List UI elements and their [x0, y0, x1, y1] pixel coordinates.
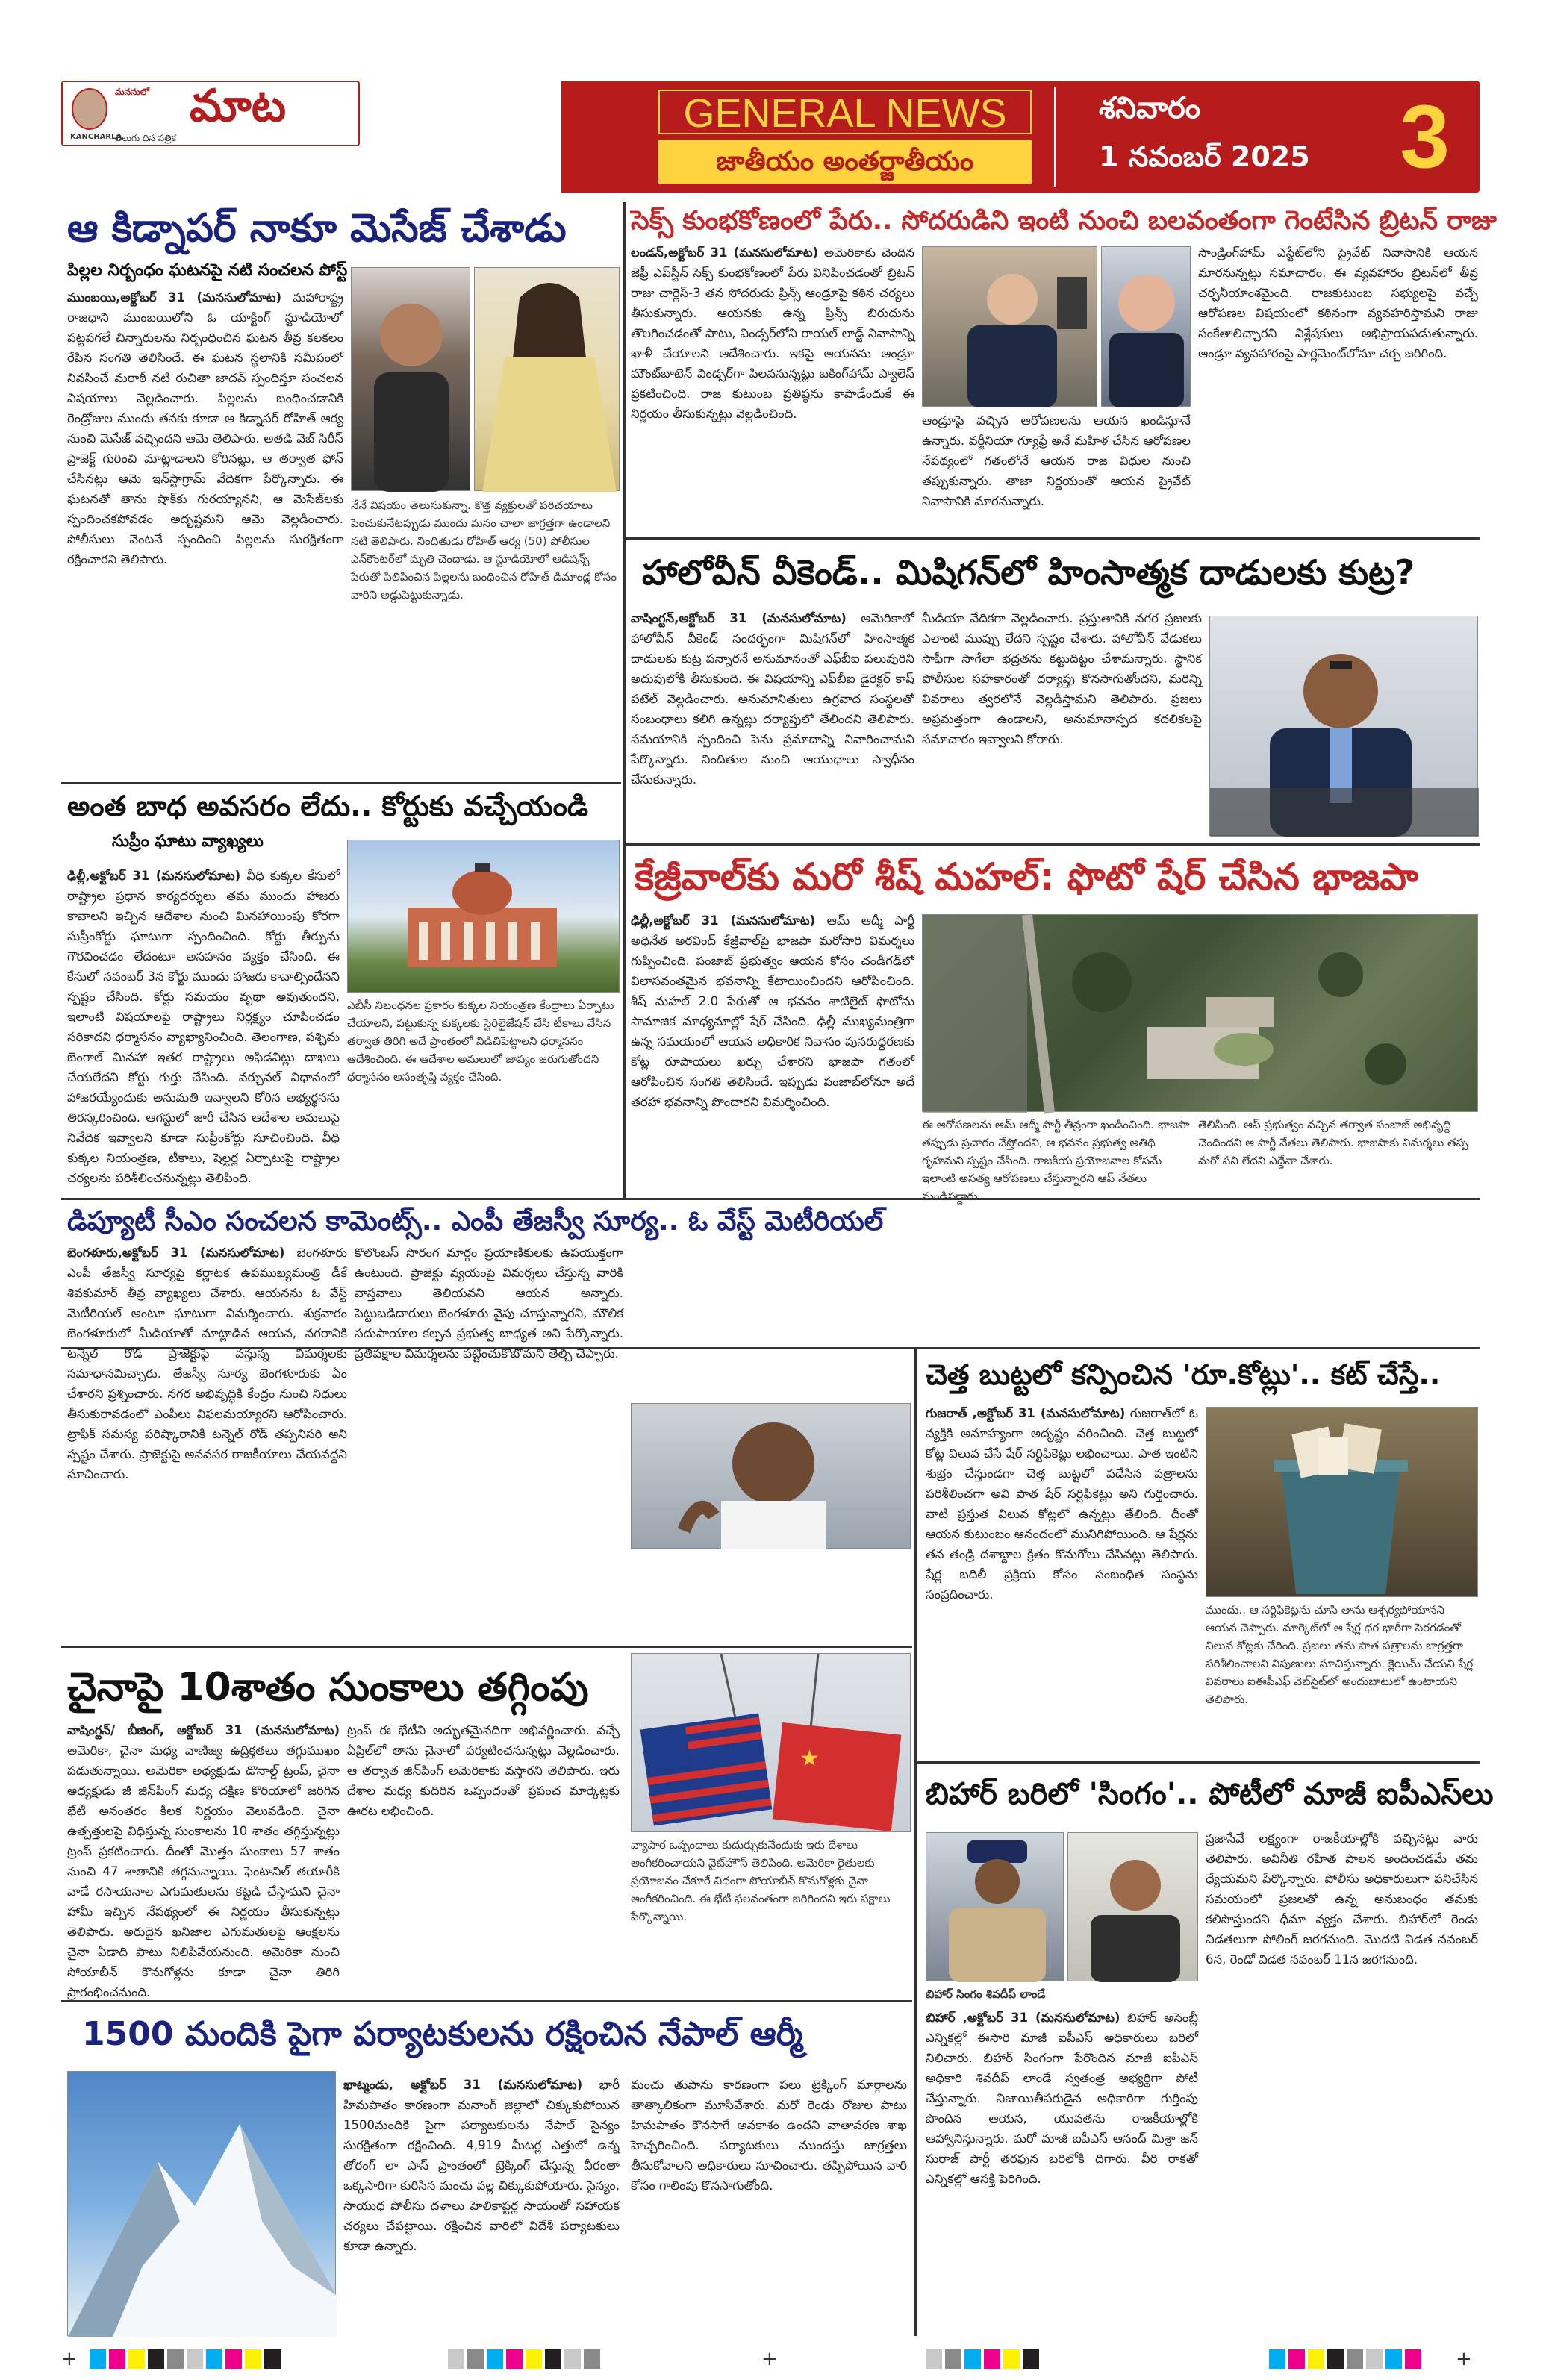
article-continuation: వ్యాపార ఒప్పందాలు కుదుర్చుకునేందుకు ఇరు దేశాలు అంగీకరించాయని వైట్‌హౌస్ తెలిపింది. అమెరికా రైతులకు ప్రయోజనం చేకూరే విధంగా సోయాబీన్ కొనుగోళ్లకు చైనా అంగీకరించింది. ఈ భేటీ ఫలవంతంగా జరిగిందని ఇరు పక్షాలు పేర్కొన్నాయి. [631, 1838, 891, 1923]
section-rule [626, 537, 1480, 540]
person-photo-icon [475, 268, 620, 492]
dateline: ఖాట్మండు, అక్టోబర్ 31 (మనసులోమాట) [343, 2078, 583, 2092]
light-gray-swatch [187, 2349, 203, 2369]
black-swatch [1023, 2349, 1039, 2369]
satellite-map-icon [923, 915, 1479, 1113]
article-body [926, 2008, 1198, 2336]
person-photo-icon [923, 247, 1098, 407]
section-rule [626, 843, 1480, 846]
color-register-bar [926, 2349, 1039, 2369]
gray-swatch [945, 2349, 961, 2369]
article-body-continued: మీడియా వేదికగా వెల్లడించారు. ప్రస్తుతానికి నగర ప్రజలకు ఎలాంటి ముప్పు లేదని స్పష్టం చేశారు. హాలోవీన్ వేడుకలు సాఫీగా సాగేలా భద్రతను కట్టుదిట్టం చేశామన్నారు. స్థానిక పోలీసుల సహకారంతో దర్యాప్తు కొనసాగుతోందని, మరిన్ని వివరాలు త్వరలోనే వెల్లడిస్తామని తెలిపారు. ప్రజలు అప్రమత్తంగా ఉండాలని, అనుమానాస్పద కదలికలపై సమాచారం ఇవ్వాలని కోరారు. [922, 611, 1202, 746]
section-rule [61, 1198, 1480, 1200]
article-continuation: నేనే విషయం తెలుసుకున్నా. కొత్త వ్యక్తులతో పరిచయాలు పెంచుకునేటప్పుడు ముందు మనం చాలా జాగ్రత్తగా ఉండాలని నటి తెలిపారు. నిందితుడు రోహిత్ ఆర్య (50) పోలీసుల ఎన్‌కౌంటర్‌లో మృతి చెందాడు. ఆ స్టూడియోలో ఆడిషన్స్ పేరుతో పిలిపించిన పిల్లలను బంధించిన రోహిత్ డిమాండ్ల కోసం వారిని అడ్డుపెట్టుకున్నాడు. [351, 499, 617, 602]
headline[interactable]: సెక్స్ కుంభకోణంలో పేరు.. సోదరుడిని ఇంటి నుంచి బలవంతంగా గెంటేసిన బ్రిటన్ రాజు [631, 206, 1497, 236]
logo-tagline: తెలుగు దిన పత్రిక [115, 133, 176, 143]
section-rule [61, 1646, 912, 1648]
article-body [343, 2075, 620, 2336]
magenta-swatch [506, 2349, 523, 2369]
headline[interactable]: కేజ్రీవాల్‌కు మరో శీష్ మహల్: ఫొటో షేర్ చేసిన భాజపా [635, 855, 1418, 899]
article-body-continued: మంచు తుపాను కారణంగా పలు ట్రెక్కింగ్ మార్గాలను తాత్కాలికంగా మూసివేశారు. మరో రెండు రోజుల పాటు హిమపాతం కొనసాగే అవకాశం ఉందని వాతావరణ శాఖ హెచ్చరించింది. పర్యాటకులు ముందస్తు జాగ్రత్తలు తీసుకోవాలని అధికారులు సూచించారు. తప్పిపోయిన వారి కోసం గాలింపు కొనసాగుతోంది. [631, 2078, 907, 2193]
body-text: బిహార్ అసెంబ్లీ ఎన్నికల్లో ఈసారి మాజీ ఐపీఎస్ అధికారులు బరిలో నిలిచారు. బిహార్ సింగంగా పేరొందిన మాజీ ఐపీఎస్ అధికారి శివదీప్ లాండే స్వతంత్ర అభ్యర్థిగా పోటీ చేస్తున్నారు. నిజాయితీపరుడైన అధికారిగా గుర్తింపు పొందిన ఆయన, యువతను రాజకీయాల్లోకి ఆహ్వానిస్తున్నారు. మరో మాజీ ఐపీఎస్ ఆనంద్ మిశ్రా జన్ సురాజ్ పార్టీ తరఫున బరిలోకి దిగారు. వీరి రాకతో ఎన్నికల్లో ఆసక్తి పెరిగింది. [926, 2011, 1198, 2186]
photo-former-ips [1067, 1832, 1198, 1981]
cyan-swatch [487, 2349, 503, 2369]
photo-prince-andrew [1101, 246, 1191, 407]
body-text: భారీ హిమపాతం కారణంగా మనాంగ్ జిల్లాలో చిక్కుకుపోయిన 1500మందికి పైగా పర్యాటకులను నేపాల్ సైన్యం సురక్షితంగా రక్షించింది. 4,919 మీటర్ల ఎత్తులో ఉన్న తోరంగ్ లా పాస్ ప్రాంతంలో ట్రెక్కింగ్ చేస్తున్న వీరంతా ఒక్కసారిగా కురిసిన మంచు వల్ల చిక్కుకుపోయారు. సైన్యం, సాయుధ పోలీసు దళాలు హెలికాప్టర్ల సాయంతో సహాయక చర్యలు చేపట్టాయి. రక్షించిన వారిలో విదేశీ పర్యాటకులు కూడా ఉన్నారు. [343, 2078, 620, 2253]
body-text: అమెరికాలో హాలోవీన్ వీకెండ్ సందర్భంగా మిషిగన్‌లో హింసాత్మక దాడులకు కుట్ర పన్నారనే అనుమానంతో ఎఫ్‌బీఐ పలువురిని అదుపులోకి తీసుకుంది. ఈ విషయాన్ని ఎఫ్‌బీఐ డైరెక్టర్ కాష్ పటేల్ వెల్లడించారు. అనుమానితులు ఉగ్రవాద సంస్థలతో సంబంధాలు కలిగి ఉన్నట్లు దర్యాప్తులో తేలిందని తెలిపారు. సమయానికి స్పందించి పెను ప్రమాదాన్ని నివారించామని పేర్కొన్నారు. నిందితుల నుంచి ఆయుధాలు స్వాధీనం చేసుకున్నారు. [631, 611, 914, 787]
svg-text:★: ★ [799, 1746, 820, 1772]
cyan-swatch [1385, 2349, 1402, 2369]
headline[interactable]: డిప్యూటీ సీఎం సంచలన కామెంట్స్.. ఎంపీ తేజస్వీ సూర్య.. ఓ వేస్ట్ మెటీరియల్ [67, 1206, 884, 1237]
yellow-swatch [128, 2349, 145, 2369]
person-photo-icon [1102, 247, 1191, 407]
person-photo-icon [632, 1404, 911, 1549]
founder-portrait-icon [72, 88, 107, 130]
gray-swatch [584, 2349, 600, 2369]
crop-mark-icon: + [761, 2348, 778, 2370]
dateline: ఢిల్లీ,అక్టోబర్ 31 (మనసులోమాట) [67, 869, 241, 883]
photo-dk-shivakumar [631, 1403, 911, 1549]
crop-mark-icon: + [1456, 2348, 1472, 2370]
dateline: లండన్,అక్టోబర్ 31 (మనసులోమాట) [631, 246, 819, 260]
person-photo-icon [926, 1833, 1064, 1982]
photo-fbi-director [1209, 616, 1478, 836]
section-subtitle: జాతీయం అంతర్జాతీయం [658, 140, 1032, 184]
page-number: 3 [1400, 87, 1450, 187]
cyan-swatch [964, 2349, 981, 2369]
subheadline: పిల్లల నిర్బంధం ఘటనపై నటి సంచలన పోస్ట్ [67, 261, 348, 280]
column-rule [623, 202, 626, 1198]
color-register-bar [90, 2349, 281, 2369]
body-text: అమెరికా, చైనా మధ్య వాణిజ్య ఉద్రిక్తతలు తగ్గుముఖం పడుతున్నాయి. అమెరికా అధ్యక్షుడు డొనాల్డ్ ట్రంప్, చైనా అధ్యక్షుడు జీ జిన్‌పింగ్ మధ్య దక్షిణ కొరియాలో జరిగిన భేటీ అనంతరం కీలక నిర్ణయం వెలువడింది. చైనా ఉత్పత్తులపై విధిస్తున్న సుంకాలను 10 శాతం తగ్గిస్తున్నట్లు ట్రంప్ ప్రకటించారు. దీంతో మొత్తం సుంకాలు 57 శాతం నుంచి 47 శాతానికి తగ్గనున్నాయి. ఫెంటానిల్ తయారీకి వాడే రసాయనాల ఎగుమతులను కట్టడి చేస్తామని చైనా హామీ ఇచ్చిన నేపథ్యంలో ఈ నిర్ణయం తీసుకున్నట్లు తెలిపారు. అరుదైన ఖనిజాల ఎగుమతులపై ఆంక్షలను చైనా ఏడాది పాటు నిలిపివేయనుంది. అమెరికా నుంచి సోయాబీన్ కొనుగోళ్లను కూడా చైనా తిరిగి ప్రారంభించనుంది. [67, 1743, 340, 1999]
shipping-container-icon [632, 1654, 911, 1833]
section-band [561, 81, 1480, 193]
section-name: GENERAL NEWS [658, 90, 1032, 134]
yellow-swatch [245, 2349, 261, 2369]
dateline: బెంగళూరు,అక్టోబర్ 31 (మనసులోమాట) [67, 1246, 285, 1260]
dateline: వాషింగ్టన్/ బీజింగ్, అక్టోబర్ 31 (మనసులోమాట) [67, 1723, 340, 1737]
body-text: ఆమ్ ఆద్మీ పార్టీ అధినేత అరవింద్ కేజ్రీవాల్‌పై భాజపా మరోసారి విమర్శలు గుప్పించింది. పంజాబ్ ప్రభుత్వం ఆయన కోసం చండీగఢ్‌లో విలాసవంతమైన భవనాన్ని కేటాయించిందని ఆరోపించింది. శీష్ మహల్ 2.0 పేరుతో ఆ భవనం శాటిలైట్ ఫొటోను సామాజిక మాధ్యమాల్లో షేర్ చేసింది. ఢిల్లీ ముఖ్యమంత్రిగా ఉన్న సమయంలో ఆయన అధికారిక నివాసం పునరుద్ధరణకు కోట్ల రూపాయలు ఖర్చు చేశారని భాజపా గతంలో ఆరోపించిన సంగతి తెలిసిందే. ఇప్పుడు పంజాబ్‌లోనూ అదే తరహా భవనాన్ని పొందారని విమర్శించింది. [631, 913, 914, 1109]
color-register-bar [448, 2349, 600, 2369]
photo-ips-officer [926, 1832, 1064, 1981]
color-register-bar [1269, 2349, 1421, 2369]
black-swatch [264, 2349, 281, 2369]
logo-subtitle: మనసులో [115, 87, 150, 97]
mountain-icon [68, 2072, 337, 2337]
body-text: గుజరాత్‌లో ఓ వ్యక్తికి అనూహ్యంగా అదృష్టం వరించింది. చెత్త బుట్టలో కోట్ల విలువ చేసే షేర్ సర్టిఫికెట్లు లభించాయి. పాత ఇంటిని శుభ్రం చేస్తుండగా చెత్త బుట్టలో పడేసిన పత్రాలను పరిశీలించగా అవి పాత షేర్ సర్టిఫికెట్లు అని గుర్తించారు. వాటి ప్రస్తుత విలువ కోట్లలో ఉన్నట్లు తేలింది. దీంతో ఆయన కుటుంబం ఆనందంలో మునిగిపోయింది. ఆ షేర్లను తన తండ్రి దశాబ్దాల క్రితం కొనుగోలు చేసినట్లు తెలిపారు. షేర్ల బదిలీ ప్రక్రియ కోసం సంబంధిత సంస్థను సంప్రదించారు. [926, 1406, 1198, 1602]
headline[interactable]: అంత బాధ అవసరం లేదు.. కోర్టుకు వచ్చేయండి [67, 790, 589, 822]
section-rule [61, 782, 621, 784]
person-photo-icon [1068, 1833, 1199, 1982]
issue-day: శనివారం [1099, 91, 1200, 125]
person-photo-icon [352, 268, 471, 492]
article-body-continued: కొలొంబస్ సొరంగ మార్గం ప్రయాణికులకు ఉపయుక్తంగా ఉంటుంది. ప్రాజెక్టు వ్యయంపై విమర్శలు చేస్తున్న వారికి వాస్తవాలు తెలియవని ఆయన అన్నారు. పెట్టుబడిదారులు బెంగళూరు వైపు చూస్తున్నారని, మౌలిక సదుపాయాల కల్పన ప్రభుత్వ బాధ్యత అని పేర్కొన్నారు. ప్రతిపక్షాల విమర్శలను పట్టించుకోబోమని తేల్చి చెప్పారు. [355, 1246, 623, 1361]
magenta-swatch [109, 2349, 125, 2369]
yellow-swatch [1003, 2349, 1020, 2369]
black-swatch [1327, 2349, 1344, 2369]
headline[interactable]: చెత్త బుట్టలో కన్పించిన 'రూ.కోట్లు'.. కట్ చేస్తే.. [926, 1358, 1441, 1391]
article-continuation: ఎబీసీ నిబంధనల ప్రకారం కుక్కల నియంత్రణ కేంద్రాలు ఏర్పాటు చేయాలని, పట్టుకున్న కుక్కలకు స్టెరిలైజేషన్ చేసి టీకాలు వేసిన తర్వాత తిరిగి అదే ప్రాంతంలో విడిచిపెట్టాలని ధర్మాసనం ఆదేశించింది. ఈ ఆదేశాల అమలులో జాప్యం జరుగుతోందని ధర్మాసనం అసంతృప్తి వ్యక్తం చేసింది. [347, 999, 614, 1084]
body-text: వీధి కుక్కల కేసులో రాష్ట్రాల ప్రధాన కార్యదర్శులు తమ ముందు హాజరు కావాలని ఇచ్చిన ఆదేశాల నుంచి మినహాయింపు కోరగా సుప్రీంకోర్టు ఘాటుగా స్పందించింది. కోర్టు తీర్పును గౌరవించడం లేదంటూ అసహనం వ్యక్తం చేసింది. ఈ కేసులో నవంబర్ 3న కోర్టు ముందు హాజరు కావాల్సిందేనని స్పష్టం చేసింది. కోర్టు సమయం వృథా అవుతుందని, ఇలాంటి విషయాలపై రాష్ట్రాలు నిర్లక్ష్యం చూపించడం సరికాదని ధర్మాసనం వ్యాఖ్యానించింది. తెలంగాణ, పశ్చిమ బెంగాల్ మినహా ఇతర రాష్ట్రాలు అఫిడవిట్లు దాఖలు చేయలేదని కోర్టు గుర్తు చేసింది. వర్చువల్ విధానంలో హాజరయ్యేందుకు అనుమతి ఇవ్వాలని కోరిన అభ్యర్థనను తిరస్కరించింది. ఆగస్టులో జారీ చేసిన ఆదేశాల అమలుపై నివేదిక ఇవ్వాలని కూడా సుప్రీంకోర్టు సూచించింది. వీధి కుక్కల నియంత్రణ, టీకాలు, షెల్టర్ల ఏర్పాటుపై రాష్ట్రాల చర్యలను పరిశీలించనున్నట్లు తెలిపింది. [67, 869, 340, 1185]
magenta-swatch [1288, 2349, 1305, 2369]
cyan-swatch [1269, 2349, 1285, 2369]
gray-swatch [167, 2349, 184, 2369]
article-body [631, 911, 914, 1194]
light-gray-swatch [1366, 2349, 1383, 2369]
gray-swatch [1347, 2349, 1363, 2369]
crop-mark-icon: + [61, 2348, 78, 2370]
cyan-swatch [90, 2349, 106, 2369]
article-body [631, 608, 914, 840]
column-rule [914, 1347, 917, 2336]
photo-actress [474, 267, 620, 491]
article-body [67, 866, 340, 1194]
article-body [631, 243, 914, 534]
black-swatch [148, 2349, 164, 2369]
headline[interactable]: 1500 మందికి పైగా పర్యాటకులను రక్షించిన నేపాల్ ఆర్మీ [82, 2015, 803, 2053]
person-photo-icon [1210, 616, 1479, 837]
section-rule [917, 1761, 1480, 1764]
photo-kidnapper-suspect [351, 267, 470, 491]
article-continuation: ముందు.. ఆ సర్టిఫికెట్లను చూసి తాను ఆశ్చర్యపోయానని ఆయన చెప్పారు. మార్కెట్‌లో ఆ షేర్ల ధర భారీగా పెరగడంతో విలువ కోట్లకు చేరింది. ప్రజలు తమ పాత పత్రాలను జాగ్రత్తగా పరిశీలించాలని నిపుణులు సూచిస్తున్నారు. క్లెయిమ్ చేయని షేర్ల వివరాలు ఐఈపీఎఫ్ వెబ్‌సైట్‌లో అందుబాటులో ఉంటాయని తెలిపారు. [1206, 1603, 1474, 1706]
article-body-column3: సాండ్రింగ్‌హామ్ ఎస్టేట్‌లోని ప్రైవేట్ నివాసానికి ఆయన మారనున్నట్లు సమాచారం. ఈ వ్యవహారం బ్రిటన్‌లో తీవ్ర చర్చనీయాంశమైంది. రాజకుటుంబ సభ్యులపై వచ్చే ఆరోపణల విషయంలో కఠినంగా వ్యవహరిస్తామని రాజు సంకేతాలిచ్చారని విశ్లేషకులు అభిప్రాయపడుతున్నారు. ఆండ్రూ వ్యవహారంపై పార్లమెంట్‌లోనూ చర్చ జరిగింది. [1198, 246, 1478, 360]
photo-trade-containers [631, 1653, 911, 1832]
article-body [67, 287, 343, 776]
article-body [67, 1720, 340, 1999]
photo-king-charles [922, 246, 1097, 407]
photo-caption: బిహార్ సింగం శివదీప్ లాండే [926, 1987, 1046, 2001]
article-body [926, 1403, 1198, 1758]
photo-himalaya-mountain [67, 2071, 336, 2336]
article-body [67, 1243, 348, 1481]
yellow-swatch [526, 2349, 542, 2369]
header-divider [1054, 87, 1056, 187]
headline[interactable]: చైనాపై 10శాతం సుంకాలు తగ్గింపు [67, 1665, 589, 1710]
magenta-swatch [1405, 2349, 1421, 2369]
issue-date: 1 నవంబర్ 2025 [1099, 140, 1310, 173]
body-text: అమెరికాకు చెందిన జెఫ్రీ ఎప్‌స్టీన్ సెక్స్ కుంభకోణంలో పేరు వినిపించడంతో బ్రిటన్ రాజు చార్లెస్-3 తన సోదరుడు ప్రిన్స్ ఆండ్రూపై కఠిన చర్యలు తీసుకున్నారు. ఆయనకు ఉన్న ప్రిన్స్ బిరుదును తొలగించడంతో పాటు, విండ్సర్‌లోని రాయల్ లాడ్జ్ నివాసాన్ని ఖాళీ చేయాలని ఆదేశించారు. ఇకపై ఆయనను ఆండ్రూ మౌంట్‌బాటెన్ విండ్సర్‌గా పిలవనున్నట్లు బకింగ్‌హామ్ ప్యాలెస్ ప్రకటించింది. రాజ కుటుంబ ప్రతిష్ఠను కాపాడేందుకే ఈ నిర్ణయం తీసుకున్నట్లు వెల్లడించింది. [631, 246, 914, 421]
cyan-swatch [206, 2349, 222, 2369]
logo-title: మాట [190, 80, 287, 132]
article-continuation-2: తెలిపింది. ఆప్ ప్రభుత్వం వచ్చిన తర్వాత పంజాబ్ అభివృద్ధి చెందిందని ఆ పార్టీ నేతలు తెలిపారు. భాజపాకు విమర్శలు తప్ప మరో పని లేదని ఎద్దేవా చేశారు. [1198, 1118, 1468, 1167]
logo-brand: KANCHARLA [70, 133, 122, 141]
yellow-swatch [1308, 2349, 1324, 2369]
newspaper-logo[interactable] [61, 81, 360, 146]
headline[interactable]: ఆ కిడ్నాపర్ నాకూ మెసేజ్ చేశాడు [67, 206, 567, 251]
magenta-swatch [984, 2349, 1000, 2369]
article-body-continued: ప్రజాసేవే లక్ష్యంగా రాజకీయాల్లోకి వచ్చినట్లు వారు తెలిపారు. అవినీతి రహిత పాలన అందించడమే తమ ధ్యేయమని పేర్కొన్నారు. పోలీసు అధికారులుగా పనిచేసిన సమయంలో ప్రజలతో ఉన్న అనుబంధం తమకు కలిసొస్తుందని ధీమా వ్యక్తం చేశారు. బిహార్‌లో రెండు విడతలుగా పోలింగ్ జరగనుంది. మొదటి విడత నవంబర్ 6న, రెండో విడత నవంబర్ 11న జరగనుంది. [1206, 1831, 1478, 1967]
masthead [61, 81, 1480, 193]
magenta-swatch [225, 2349, 242, 2369]
section-rule [61, 2000, 912, 2002]
dateline: ఢిల్లీ,అక్టోబర్ 31 (మనసులోమాట) [631, 913, 816, 928]
light-gray-swatch [926, 2349, 942, 2369]
article-body-continued: ట్రంప్ ఈ భేటీని అద్భుతమైనదిగా అభివర్ణించారు. వచ్చే ఏప్రిల్‌లో తాను చైనాలో పర్యటించనున్నట్లు వెల్లడించారు. ఆ తర్వాత జిన్‌పింగ్ అమెరికాకు వస్తారని తెలిపారు. ఇరు దేశాల మధ్య కుదిరిన ఒప్పందంతో ప్రపంచ మార్కెట్లకు ఊరట లభించింది. [347, 1723, 620, 1818]
article-continuation: ఈ ఆరోపణలను ఆమ్ ఆద్మీ పార్టీ తీవ్రంగా ఖండించింది. భాజపా తప్పుడు ప్రచారం చేస్తోందని, ఆ భవనం ప్రభుత్వ అతిథి గృహమని స్పష్టం చేసింది. రాజకీయ ప్రయోజనాల కోసమే ఇలాంటి అసత్య ఆరోపణలు చేస్తున్నారని ఆప్ నేతలు మండిపడ్డారు. [922, 1118, 1190, 1203]
headline[interactable]: బిహార్ బరిలో 'సింగం'.. పోటీలో మాజీ ఐపీఎస్‌లు [926, 1777, 1494, 1811]
light-gray-swatch [448, 2349, 464, 2369]
photo-satellite-mansion [922, 914, 1478, 1112]
article-body-continued: ఆండ్రూపై వచ్చిన ఆరోపణలను ఆయన ఖండిస్తూనే ఉన్నారు. వర్జీనియా గ్యూఫ్రే అనే మహిళ చేసిన ఆరోపణల నేపథ్యంలో గతంలోనే ఆయన రాజ విధుల నుంచి తప్పుకున్నారు. తాజా నిర్ణయంతో ఆయన ప్రైవేట్ నివాసానికి మారనున్నారు. [922, 413, 1191, 508]
photo-supreme-court [347, 840, 620, 993]
light-gray-swatch [564, 2349, 581, 2369]
photo-dustbin-money [1206, 1407, 1478, 1597]
subheadline: సుప్రీం ఘాటు వ్యాఖ్యలు [112, 832, 264, 851]
dateline: ముంబయి,అక్టోబర్ 31 (మనసులోమాట) [67, 290, 282, 304]
gray-swatch [467, 2349, 484, 2369]
dateline: గుజరాత్ ,అక్టోబర్ 31 (మనసులోమాట) [926, 1406, 1126, 1420]
dateline: వాషింగ్టన్,అక్టోబర్ 31 (మనసులోమాట) [631, 611, 847, 625]
black-swatch [545, 2349, 561, 2369]
headline[interactable]: హాలోవీన్ వీకెండ్.. మిషిగన్‌లో హింసాత్మక దాడులకు కుట్ర? [642, 552, 1415, 593]
supreme-court-building-icon [348, 840, 620, 993]
dateline: బిహార్ ,అక్టోబర్ 31 (మనసులోమాట) [926, 2011, 1120, 2025]
body-text: బెంగళూరు ఎంపీ తేజస్వీ సూర్యపై కర్ణాటక ఉపముఖ్యమంత్రి డీకే శివకుమార్ తీవ్ర వ్యాఖ్యలు చేశారు. ఆయనను ఓ వేస్ట్ మెటీరియల్ అంటూ ఘాటుగా విమర్శించారు. శుక్రవారం బెంగళూరులో మీడియాతో మాట్లాడిన ఆయన, నగరానికి టన్నెల్ రోడ్ ప్రాజెక్టుపై వస్తున్న విమర్శలకు సమాధానమిచ్చారు. తేజస్వీ సూర్య బెంగళూరుకు ఏం చేశారని ప్రశ్నించారు. నగర అభివృద్ధికి కేంద్రం నుంచి నిధులు తీసుకురావడంలో ఎంపీలు విఫలమయ్యారని ఆరోపించారు. ట్రాఫిక్ సమస్య పరిష్కారానికి టన్నెల్ రోడ్ తప్పనిసరి అని స్పష్టం చేశారు. ప్రాజెక్టుపై అనవసర రాజకీయాలు చేయవద్దని సూచించారు. [67, 1246, 348, 1481]
body-text: మహారాష్ట్ర రాజధాని ముంబయిలోని ఓ యాక్టింగ్ స్టూడియోలో పట్టపగలే చిన్నారులను నిర్బంధించిన ఘటన తీవ్ర కలకలం రేపిన సంగతి తెలిసిందే. ఈ ఘటన స్థలానికి సమీపంలో నివసించే మరాఠీ నటి రుచితా జాదవ్ స్పందిస్తూ సంచలన విషయాలు వెల్లడించారు. పిల్లలను బంధించడానికి రెండ్రోజుల ముందు తనకు కూడా ఆ కిడ్నాపర్ రోహిత్ ఆర్య నుంచి మెసేజ్ వచ్చిందని ఆమె తెలిపారు. అతడి వెబ్ సిరీస్ ప్రాజెక్ట్ గురించి మాట్లాడాలని కోరినట్లు, ఆ తర్వాత ఫోన్ చేసినట్లు ఆమె ఇన్‌స్టాగ్రామ్ వేదికగా పేర్కొన్నారు. ఈ ఘటనతో తాను షాక్‌కు గురయ్యానని, ఆ మెసేజ్‌లకు స్పందించకపోవడం అదృష్టమని ఆమె వెల్లడించారు. పోలీసులు వెంటనే స్పందించి పిల్లలను సురక్షితంగా రక్షించారని తెలిపారు. [67, 290, 343, 566]
dustbin-icon [1206, 1408, 1479, 1598]
